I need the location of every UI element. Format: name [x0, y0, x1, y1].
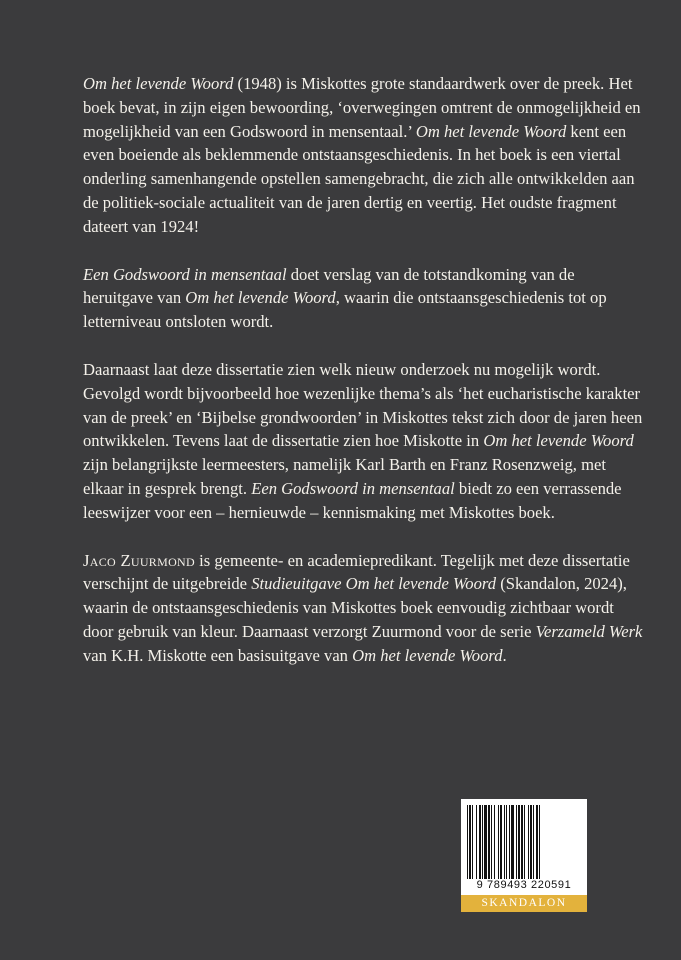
italic-title: Studieuitgave Om het levende Woord [251, 574, 497, 594]
text-run: biedt zo een verrassende leeswijzer voor een – hernieuwde – kennismaking met Miskottes boek. [83, 478, 622, 522]
paragraph-author-bio [83, 549, 643, 668]
italic-title: Om het levende Woord [83, 74, 234, 93]
paragraph-3 [83, 358, 643, 525]
barcode-bar [540, 805, 541, 879]
text-run: van K.H. Miskotte een basisuitgave van [83, 645, 353, 665]
publisher-logo: SKANDALON [461, 895, 587, 912]
paragraph-2 [83, 263, 643, 334]
italic-title: Om het levende Woord [415, 121, 567, 141]
italic-title: Een Godswoord in mensentaal [251, 478, 455, 498]
italic-title: Om het levende Woord [483, 431, 634, 451]
text-run: kent een even boeiende als beklemmende ontstaansgeschiedenis. In het boek is een viertal onderling samenhangende opstellen samengebracht, die zich alle ontwikkelden aan de politiek-sociale actualiteit van de jaren dertig en veertig. Het oudste fragment dateert van 1924! [83, 121, 635, 236]
paragraph-1 [83, 72, 643, 239]
italic-title: Om het levende Woord [185, 288, 336, 308]
isbn-number: 9 789493 220591 [476, 879, 572, 891]
isbn-barcode [461, 799, 587, 895]
text-run: Daarnaast laat deze dissertatie zien welk nieuw onderzoek nu mogelijk wordt. Gevolgd wordt bijvoorbeeld hoe wezenlijke thema’s als ‘het eucharistische karakter van de preek’ en ‘Bijbelse grondwoorden’ in Miskottes tekst zich door de jaren heen ontwikkelen. Tevens laat de dissertatie zien hoe Miskotte in [83, 359, 643, 451]
barcode-bars [467, 805, 581, 879]
italic-title: Om het levende Woord [352, 645, 503, 665]
text-run: , waarin die ontstaansgeschiedenis tot op letterniveau ontsloten wordt. [83, 288, 607, 332]
author-name: Jaco Zuurmond [83, 550, 195, 570]
text-run: zijn belangrijkste leermeesters, namelijk Karl Barth en Franz Rosenzweig, met elkaar in gesprek brengt. [83, 455, 606, 498]
text-run: . [502, 645, 507, 665]
italic-title: Een Godswoord in mensentaal [83, 264, 287, 284]
text-run: (Skandalon, 2024), waarin de ontstaansgeschiedenis van Miskottes boek eenvoudig zichtbaar wordt door gebruik van kleur. Daarnaast verzorgt Zuurmond voor de serie [83, 574, 627, 641]
text-run: (1948) is Miskottes grote standaardwerk over de preek. Het boek bevat, in zijn eigen bewoording, ‘overwegingen omtrent de onmogelijkheid en mogelijkheid van een Godswoord in mensentaal.’ [83, 74, 641, 141]
text-run: doet verslag van de totstandkoming van de heruitgave van [83, 264, 575, 308]
blurb-text [83, 72, 643, 692]
italic-title: Verzameld Werk [535, 621, 643, 641]
text-run: is gemeente- en academiepredikant. Tegelijk met deze dissertatie verschijnt de uitgebreide [83, 550, 630, 594]
